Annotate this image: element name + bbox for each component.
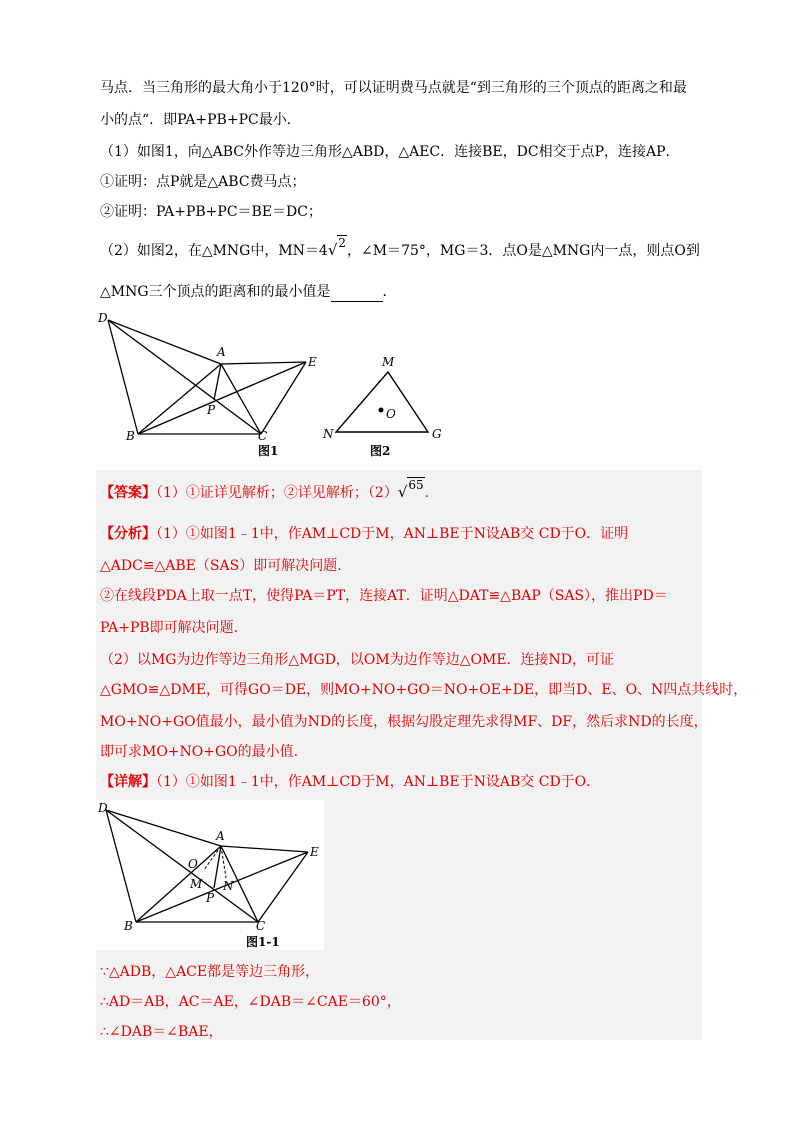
q2-end: ． xyxy=(382,284,397,300)
analysis-line-3: ②在线段PDA上取一点T，使得PA＝PT，连接AT．证明△DAT≌△BAP（SAS），推出PD＝ xyxy=(100,588,668,604)
fig1-caption: 图1 xyxy=(258,444,279,458)
analysis-line-6: △GMO≌△DME，可得GO＝DE，则MO+NO+GO＝NO+OE+DE，即当D、E、O、N四点共线时， xyxy=(100,682,748,698)
question-part1-sub2: ②证明：PA+PB+PC＝BE＝DC； xyxy=(100,204,322,220)
answer-text: （1）①证详见解析；②详见解析；（2） xyxy=(156,485,398,501)
detail-tag: 【详解】 xyxy=(100,774,156,790)
fig2-label-M: M xyxy=(382,355,395,369)
analysis-line-1 xyxy=(100,524,628,544)
q2-line2-text: △MNG三个顶点的距离和的最小值是 xyxy=(100,284,331,300)
fig2-label-N: N xyxy=(323,427,334,441)
detail-line-1 xyxy=(100,772,600,792)
fig2-caption: 图2 xyxy=(370,444,391,458)
sqrt-radicand: 2 xyxy=(338,236,347,250)
question-part2-line2 xyxy=(100,282,397,302)
analysis-line-2: △ADC≌△ABE（SAS）即可解决问题． xyxy=(100,558,352,574)
fig11-caption: 图1-1 xyxy=(246,935,280,949)
detail-text-1: （1）①如图1﹣1中，作AM⊥CD于M，AN⊥BE于N设AB交 CD于O． xyxy=(156,774,601,790)
fig11-label-A: A xyxy=(216,829,225,843)
answer-blank xyxy=(331,287,383,302)
answer-line xyxy=(100,478,439,503)
answer-radicand: 65 xyxy=(408,478,424,492)
detail-line-4: ∴∠DAB＝∠BAE， xyxy=(100,1024,223,1040)
answer-tag: 【答案】 xyxy=(100,485,156,501)
question-part1-sub1: ①证明：点P就是△ABC费马点； xyxy=(100,174,306,190)
fig1-label-C: C xyxy=(258,429,268,443)
detail-line-2: ∵△ADB，△ACE都是等边三角形， xyxy=(100,964,320,980)
fig1-label-D: D xyxy=(98,311,108,325)
analysis-tag: 【分析】 xyxy=(100,526,156,542)
analysis-text-1: （1）①如图1﹣1中，作AM⊥CD于M，AN⊥BE于N设AB交 CD于O．证明 xyxy=(156,526,629,542)
question-line-1: 马点．当三角形的最大角小于120°时，可以证明费马点就是“到三角形的三个顶点的距离之和最 xyxy=(100,80,687,96)
question-part2-line1 xyxy=(100,236,700,261)
analysis-line-7: MO+NO+GO值最小，最小值为ND的长度，根据勾股定理先求得MF、DF，然后求ND的长度， xyxy=(100,714,708,730)
figure-1-1 xyxy=(96,800,324,950)
analysis-line-8: 即可求MO+NO+GO的最小值． xyxy=(100,744,308,760)
analysis-line-4: PA+PB即可解决问题． xyxy=(100,620,248,636)
fig1-label-B: B xyxy=(126,429,135,443)
q2-prefix: （2）如图2，在△MNG中，MN＝4 xyxy=(100,243,328,259)
detail-line-3: ∴AD＝AB，AC＝AE，∠DAB＝∠CAE＝60°， xyxy=(100,994,401,1010)
sqrt-expression: √2 xyxy=(327,236,347,259)
fig11-label-D: D xyxy=(98,801,108,815)
fig1-label-A: A xyxy=(217,345,226,359)
fig1-label-E: E xyxy=(308,355,317,369)
fig2-label-O: O xyxy=(386,407,396,421)
question-part1: （1）如图1，向△ABC外作等边三角形△ABD，△AEC．连接BE，DC相交于点P，连接AP． xyxy=(100,144,680,160)
answer-end: ． xyxy=(424,485,439,501)
fig11-label-B: B xyxy=(124,919,133,933)
figure-1 xyxy=(96,308,326,458)
figure-2 xyxy=(318,350,448,460)
fig11-label-N: N xyxy=(223,879,234,893)
question-line-2: 小的点“．即PA+PB+PC最小． xyxy=(100,112,301,128)
answer-sqrt: √65 xyxy=(397,478,424,501)
fig11-label-C: C xyxy=(256,919,266,933)
fig11-label-P: P xyxy=(206,891,215,905)
fig11-label-E: E xyxy=(310,845,319,859)
fig2-label-G: G xyxy=(432,427,442,441)
fig11-label-O: O xyxy=(188,857,198,871)
point-O-dot xyxy=(379,408,384,413)
analysis-line-5: （2）以MG为边作等边三角形△MGD，以OM为边作等边△OME．连接ND，可证 xyxy=(100,652,615,668)
fig1-label-P: P xyxy=(207,403,216,417)
fig11-label-M: M xyxy=(190,877,203,891)
q2-suffix: ，∠M＝75°，MG＝3．点O是△MNG内一点，则点O到 xyxy=(347,243,700,259)
